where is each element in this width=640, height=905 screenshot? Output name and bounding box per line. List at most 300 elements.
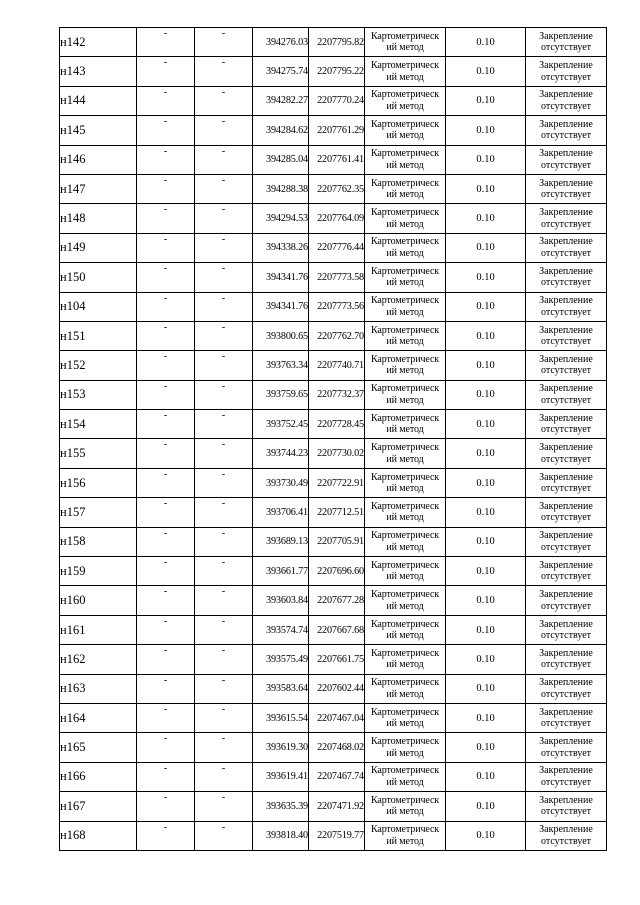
accuracy-cell: 0.10	[446, 145, 526, 174]
method-line-1: Картометрическ	[370, 677, 440, 689]
fixing-cell	[526, 86, 607, 115]
coord-x-cell: 394294.53	[253, 204, 309, 233]
accuracy-cell: 0.10	[446, 762, 526, 791]
dash-cell-2: -	[195, 321, 253, 350]
method-cell	[365, 204, 446, 233]
coord-x-cell: 393574.74	[253, 615, 309, 644]
fix-line-1: Закрепление	[539, 736, 593, 748]
method-line-1: Картометрическ	[370, 442, 440, 454]
fix-line-2: отсутствует	[540, 394, 592, 406]
point-name-cell: н143	[60, 57, 137, 86]
fix-line-1: Закрепление	[539, 794, 593, 806]
method-line-2: ий метод	[386, 424, 424, 436]
table-row	[60, 57, 607, 86]
coord-x-cell: 393752.45	[253, 410, 309, 439]
table-row	[60, 557, 607, 586]
accuracy-cell: 0.10	[446, 674, 526, 703]
table-row	[60, 645, 607, 674]
method-cell	[365, 263, 446, 292]
table-row	[60, 28, 607, 57]
fix-line-2: отсутствует	[540, 835, 592, 847]
fix-line-1: Закрепление	[539, 236, 593, 248]
method-line-1: Картометрическ	[370, 295, 440, 307]
coord-x-cell: 394282.27	[253, 86, 309, 115]
coord-y-cell: 2207762.35	[309, 174, 365, 203]
fixing-cell	[526, 645, 607, 674]
fix-line-1: Закрепление	[539, 618, 593, 630]
accuracy-cell: 0.10	[446, 498, 526, 527]
table-row	[60, 321, 607, 350]
fix-line-2: отсутствует	[540, 218, 592, 230]
dash-cell-2: -	[195, 116, 253, 145]
table-row	[60, 674, 607, 703]
dash-cell-1: -	[137, 292, 195, 321]
dash-cell-1: -	[137, 821, 195, 850]
accuracy-cell: 0.10	[446, 557, 526, 586]
method-line-1: Картометрическ	[370, 765, 440, 777]
table-row	[60, 116, 607, 145]
fix-line-2: отсутствует	[540, 365, 592, 377]
coord-x-cell: 394288.38	[253, 174, 309, 203]
method-cell	[365, 410, 446, 439]
point-name-cell: н154	[60, 410, 137, 439]
dash-cell-1: -	[137, 57, 195, 86]
method-cell	[365, 321, 446, 350]
fix-line-1: Закрепление	[539, 265, 593, 277]
coord-y-cell: 2207467.04	[309, 703, 365, 732]
method-cell	[365, 674, 446, 703]
dash-cell-1: -	[137, 233, 195, 262]
fixing-cell	[526, 821, 607, 850]
method-cell	[365, 57, 446, 86]
dash-cell-2: -	[195, 439, 253, 468]
coord-y-cell: 2207602.44	[309, 674, 365, 703]
coord-x-cell: 394284.62	[253, 116, 309, 145]
method-line-2: ий метод	[386, 130, 424, 142]
fixing-cell	[526, 351, 607, 380]
fixing-cell	[526, 733, 607, 762]
accuracy-cell: 0.10	[446, 233, 526, 262]
dash-cell-1: -	[137, 498, 195, 527]
coord-x-cell: 393730.49	[253, 468, 309, 497]
fix-line-2: отсутствует	[540, 247, 592, 259]
method-line-2: ий метод	[386, 218, 424, 230]
coord-y-cell: 2207519.77	[309, 821, 365, 850]
point-name-cell: н166	[60, 762, 137, 791]
method-cell	[365, 498, 446, 527]
fixing-cell	[526, 586, 607, 615]
accuracy-cell: 0.10	[446, 321, 526, 350]
dash-cell-1: -	[137, 557, 195, 586]
accuracy-cell: 0.10	[446, 703, 526, 732]
fix-line-1: Закрепление	[539, 824, 593, 836]
fixing-cell	[526, 674, 607, 703]
coord-x-cell: 393635.39	[253, 792, 309, 821]
method-cell	[365, 703, 446, 732]
fix-line-2: отсутствует	[540, 189, 592, 201]
dash-cell-2: -	[195, 498, 253, 527]
point-name-cell: н155	[60, 439, 137, 468]
coord-y-cell: 2207795.22	[309, 57, 365, 86]
point-name-cell: н146	[60, 145, 137, 174]
method-line-1: Картометрическ	[370, 383, 440, 395]
point-name-cell: н150	[60, 263, 137, 292]
point-name-cell: н149	[60, 233, 137, 262]
accuracy-cell: 0.10	[446, 468, 526, 497]
method-line-2: ий метод	[386, 247, 424, 259]
fix-line-1: Закрепление	[539, 148, 593, 160]
dash-cell-1: -	[137, 410, 195, 439]
coord-x-cell: 393619.30	[253, 733, 309, 762]
point-name-cell: н163	[60, 674, 137, 703]
fix-line-2: отсутствует	[540, 306, 592, 318]
accuracy-cell: 0.10	[446, 57, 526, 86]
table-row	[60, 527, 607, 556]
table-row	[60, 351, 607, 380]
dash-cell-1: -	[137, 204, 195, 233]
fix-line-2: отсутствует	[540, 718, 592, 730]
dash-cell-2: -	[195, 792, 253, 821]
method-line-1: Картометрическ	[370, 824, 440, 836]
fixing-cell	[526, 792, 607, 821]
method-line-1: Картометрическ	[370, 412, 440, 424]
accuracy-cell: 0.10	[446, 116, 526, 145]
point-name-cell: н145	[60, 116, 137, 145]
method-line-1: Картометрическ	[370, 30, 440, 42]
coord-x-cell: 393619.41	[253, 762, 309, 791]
method-line-2: ий метод	[386, 453, 424, 465]
fix-line-1: Закрепление	[539, 60, 593, 72]
coord-x-cell: 393689.13	[253, 527, 309, 556]
coord-y-cell: 2207770.24	[309, 86, 365, 115]
dash-cell-2: -	[195, 351, 253, 380]
method-cell	[365, 557, 446, 586]
fix-line-2: отсутствует	[540, 630, 592, 641]
coordinates-table	[59, 27, 607, 851]
method-line-1: Картометрическ	[370, 589, 440, 601]
dash-cell-1: -	[137, 263, 195, 292]
dash-cell-2: -	[195, 674, 253, 703]
coord-y-cell: 2207761.41	[309, 145, 365, 174]
fix-line-1: Закрепление	[539, 589, 593, 601]
method-line-1: Картометрическ	[370, 706, 440, 718]
dash-cell-2: -	[195, 57, 253, 86]
method-cell	[365, 145, 446, 174]
dash-cell-2: -	[195, 762, 253, 791]
coord-x-cell: 393759.65	[253, 380, 309, 409]
dash-cell-2: -	[195, 233, 253, 262]
dash-cell-2: -	[195, 174, 253, 203]
accuracy-cell: 0.10	[446, 410, 526, 439]
dash-cell-1: -	[137, 645, 195, 674]
method-line-2: ий метод	[386, 806, 424, 818]
method-cell	[365, 645, 446, 674]
fixing-cell	[526, 527, 607, 556]
method-line-2: ий метод	[386, 600, 424, 612]
dash-cell-2: -	[195, 263, 253, 292]
fix-line-2: отсутствует	[540, 571, 592, 583]
dash-cell-2: -	[195, 28, 253, 57]
coord-y-cell: 2207712.51	[309, 498, 365, 527]
accuracy-cell: 0.10	[446, 174, 526, 203]
table-row	[60, 145, 607, 174]
fix-line-2: отсутствует	[540, 159, 592, 171]
fixing-cell	[526, 615, 607, 644]
fixing-cell	[526, 321, 607, 350]
table-row	[60, 233, 607, 262]
fix-line-1: Закрепление	[539, 383, 593, 395]
method-line-2: ий метод	[386, 512, 424, 524]
method-cell	[365, 762, 446, 791]
table-row	[60, 703, 607, 732]
accuracy-cell: 0.10	[446, 645, 526, 674]
dash-cell-2: -	[195, 703, 253, 732]
table-row	[60, 292, 607, 321]
dash-cell-2: -	[195, 586, 253, 615]
table-row	[60, 204, 607, 233]
accuracy-cell: 0.10	[446, 821, 526, 850]
table-row	[60, 733, 607, 762]
method-line-1: Картометрическ	[370, 559, 440, 571]
coord-y-cell: 2207696.60	[309, 557, 365, 586]
accuracy-cell: 0.10	[446, 792, 526, 821]
method-line-2: ий метод	[386, 483, 424, 495]
fix-line-1: Закрепление	[539, 89, 593, 101]
coord-x-cell: 393615.54	[253, 703, 309, 732]
coord-x-cell: 393661.77	[253, 557, 309, 586]
fixing-cell	[526, 703, 607, 732]
coord-x-cell: 394276.03	[253, 28, 309, 57]
fix-line-2: отсутствует	[540, 42, 592, 54]
fix-line-1: Закрепление	[539, 677, 593, 689]
fixing-cell	[526, 57, 607, 86]
coord-x-cell: 393603.84	[253, 586, 309, 615]
dash-cell-1: -	[137, 86, 195, 115]
fix-line-2: отсутствует	[540, 71, 592, 83]
method-line-2: ий метод	[386, 718, 424, 730]
fix-line-1: Закрепление	[539, 353, 593, 365]
method-cell	[365, 792, 446, 821]
fix-line-1: Закрепление	[539, 207, 593, 219]
dash-cell-2: -	[195, 557, 253, 586]
coord-x-cell: 394338.26	[253, 233, 309, 262]
fix-line-1: Закрепление	[539, 706, 593, 718]
dash-cell-1: -	[137, 351, 195, 380]
method-line-2: ий метод	[386, 688, 424, 700]
dash-cell-2: -	[195, 468, 253, 497]
coord-y-cell: 2207468.02	[309, 733, 365, 762]
method-cell	[365, 28, 446, 57]
fix-line-2: отсутствует	[540, 512, 592, 524]
method-line-1: Картометрическ	[370, 148, 440, 160]
coord-y-cell: 2207661.75	[309, 645, 365, 674]
method-line-1: Картометрическ	[370, 60, 440, 72]
dash-cell-2: -	[195, 292, 253, 321]
method-line-2: ий метод	[386, 277, 424, 289]
coord-y-cell: 2207677.28	[309, 586, 365, 615]
coord-y-cell: 2207730.02	[309, 439, 365, 468]
fixing-cell	[526, 28, 607, 57]
fixing-cell	[526, 498, 607, 527]
coord-y-cell: 2207776.44	[309, 233, 365, 262]
method-line-1: Картометрическ	[370, 471, 440, 483]
method-cell	[365, 116, 446, 145]
dash-cell-1: -	[137, 615, 195, 644]
coord-y-cell: 2207761.29	[309, 116, 365, 145]
dash-cell-1: -	[137, 762, 195, 791]
table-row	[60, 762, 607, 791]
method-line-1: Картометрическ	[370, 207, 440, 219]
fixing-cell	[526, 116, 607, 145]
accuracy-cell: 0.10	[446, 615, 526, 644]
table-row	[60, 792, 607, 821]
method-line-1: Картометрическ	[370, 324, 440, 336]
fix-line-2: отсутствует	[540, 806, 592, 818]
fix-line-1: Закрепление	[539, 412, 593, 424]
fixing-cell	[526, 410, 607, 439]
dash-cell-1: -	[137, 703, 195, 732]
fix-line-1: Закрепление	[539, 295, 593, 307]
fix-line-2: отсутствует	[540, 277, 592, 289]
dash-cell-1: -	[137, 116, 195, 145]
method-line-2: ий метод	[386, 71, 424, 83]
point-name-cell: н156	[60, 468, 137, 497]
fix-line-2: отсутствует	[540, 130, 592, 142]
accuracy-cell: 0.10	[446, 86, 526, 115]
point-name-cell: н152	[60, 351, 137, 380]
dash-cell-1: -	[137, 321, 195, 350]
method-cell	[365, 821, 446, 850]
coord-y-cell: 2207705.91	[309, 527, 365, 556]
coord-x-cell: 394341.76	[253, 263, 309, 292]
method-cell	[365, 174, 446, 203]
dash-cell-2: -	[195, 733, 253, 762]
table-row	[60, 410, 607, 439]
coord-y-cell: 2207762.70	[309, 321, 365, 350]
coord-x-cell: 393763.34	[253, 351, 309, 380]
table-row	[60, 498, 607, 527]
dash-cell-2: -	[195, 410, 253, 439]
method-line-2: ий метод	[386, 365, 424, 377]
method-line-2: ий метод	[386, 394, 424, 406]
dash-cell-1: -	[137, 439, 195, 468]
coord-x-cell: 393583.64	[253, 674, 309, 703]
method-line-2: ий метод	[386, 571, 424, 583]
coord-y-cell: 2207667.68	[309, 615, 365, 644]
method-cell	[365, 351, 446, 380]
method-line-2: ий метод	[386, 336, 424, 348]
method-cell	[365, 586, 446, 615]
fix-line-1: Закрепление	[539, 118, 593, 130]
fixing-cell	[526, 174, 607, 203]
method-line-2: ий метод	[386, 630, 424, 641]
dash-cell-1: -	[137, 380, 195, 409]
fix-line-2: отсутствует	[540, 483, 592, 495]
fixing-cell	[526, 145, 607, 174]
dash-cell-2: -	[195, 527, 253, 556]
point-name-cell: н167	[60, 792, 137, 821]
point-name-cell: н161	[60, 615, 137, 644]
method-line-1: Картометрическ	[370, 530, 440, 542]
dash-cell-1: -	[137, 174, 195, 203]
fixing-cell	[526, 439, 607, 468]
point-name-cell: н159	[60, 557, 137, 586]
dash-cell-1: -	[137, 527, 195, 556]
dash-cell-1: -	[137, 145, 195, 174]
dash-cell-2: -	[195, 204, 253, 233]
accuracy-cell: 0.10	[446, 204, 526, 233]
accuracy-cell: 0.10	[446, 380, 526, 409]
table-row	[60, 380, 607, 409]
fixing-cell	[526, 468, 607, 497]
fixing-cell	[526, 292, 607, 321]
table-row	[60, 586, 607, 615]
point-name-cell: н157	[60, 498, 137, 527]
method-line-1: Картометрическ	[370, 118, 440, 130]
point-name-cell: н164	[60, 703, 137, 732]
method-line-2: ий метод	[386, 100, 424, 112]
fix-line-1: Закрепление	[539, 765, 593, 777]
method-line-2: ий метод	[386, 306, 424, 318]
fix-line-2: отсутствует	[540, 688, 592, 700]
coord-x-cell: 394341.76	[253, 292, 309, 321]
method-line-2: ий метод	[386, 835, 424, 847]
method-cell	[365, 527, 446, 556]
coord-y-cell: 2207740.71	[309, 351, 365, 380]
method-cell	[365, 439, 446, 468]
accuracy-cell: 0.10	[446, 439, 526, 468]
point-name-cell: н142	[60, 28, 137, 57]
fix-line-1: Закрепление	[539, 471, 593, 483]
fixing-cell	[526, 762, 607, 791]
fix-line-1: Закрепление	[539, 177, 593, 189]
method-line-2: ий метод	[386, 159, 424, 171]
method-line-2: ий метод	[386, 541, 424, 553]
method-line-2: ий метод	[386, 747, 424, 759]
dash-cell-2: -	[195, 645, 253, 674]
fixing-cell	[526, 204, 607, 233]
method-line-1: Картометрическ	[370, 736, 440, 748]
method-cell	[365, 733, 446, 762]
method-line-2: ий метод	[386, 42, 424, 54]
coord-x-cell: 393818.40	[253, 821, 309, 850]
fix-line-2: отсутствует	[540, 453, 592, 465]
point-name-cell: н153	[60, 380, 137, 409]
fixing-cell	[526, 380, 607, 409]
fix-line-2: отсутствует	[540, 336, 592, 348]
fix-line-2: отсутствует	[540, 659, 592, 671]
coord-y-cell: 2207795.82	[309, 28, 365, 57]
dash-cell-1: -	[137, 674, 195, 703]
point-name-cell: н104	[60, 292, 137, 321]
fix-line-1: Закрепление	[539, 500, 593, 512]
accuracy-cell: 0.10	[446, 527, 526, 556]
method-line-1: Картометрическ	[370, 647, 440, 659]
coord-y-cell: 2207764.09	[309, 204, 365, 233]
coord-y-cell: 2207732.37	[309, 380, 365, 409]
table-body	[60, 28, 607, 851]
method-line-1: Картометрическ	[370, 618, 440, 630]
coord-x-cell: 394285.04	[253, 145, 309, 174]
coord-x-cell: 393706.41	[253, 498, 309, 527]
fix-line-1: Закрепление	[539, 30, 593, 42]
method-cell	[365, 86, 446, 115]
method-cell	[365, 468, 446, 497]
coord-y-cell: 2207728.45	[309, 410, 365, 439]
fix-line-2: отсутствует	[540, 776, 592, 788]
dash-cell-1: -	[137, 733, 195, 762]
method-line-1: Картометрическ	[370, 89, 440, 101]
